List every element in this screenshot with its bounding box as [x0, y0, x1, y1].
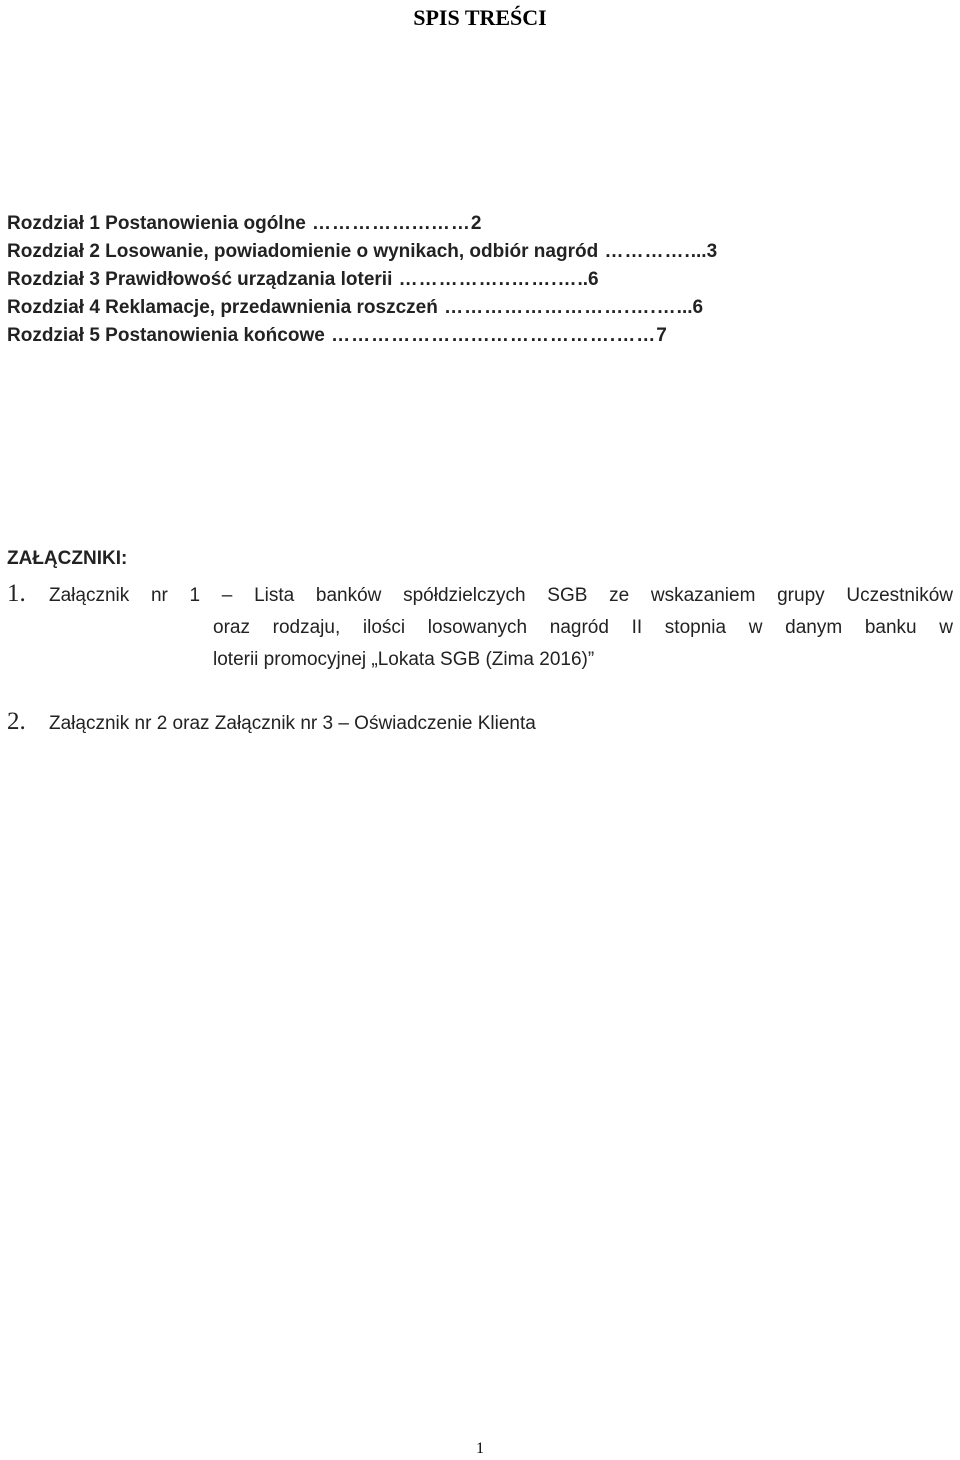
toc-page-number: 7: [656, 325, 667, 346]
toc-page-number: ..6: [577, 269, 599, 290]
attachment-continuation: [213, 612, 953, 676]
attachment-number: 2.: [7, 708, 26, 735]
toc-entry-text: Rozdział 2 Losowanie, powiadomienie o wynikach, odbiór nagród: [7, 241, 599, 262]
toc-entry-text: Rozdział 4 Reklamacje, przedawnienia roszczeń: [7, 297, 438, 318]
toc-dot-leader: ……………..…….…: [392, 269, 578, 290]
toc-page-number: ...6: [676, 297, 704, 318]
toc-dot-leader: ………….: [598, 241, 691, 262]
toc-page-number: 2: [470, 213, 482, 234]
toc-dot-leader: …………………...……………….……: [324, 325, 657, 346]
toc-dot-leader: ……………...……: [305, 213, 471, 234]
toc-entry-text: Rozdział 3 Prawidłowość urządzania loterii: [7, 269, 393, 290]
attachment-line-1: Załącznik nr 2 oraz Załącznik nr 3 – Oświadczenie Klienta: [49, 713, 536, 734]
toc-entry-text: Rozdział 1 Postanowienia ogólne: [7, 213, 306, 234]
toc-entry-text: Rozdział 5 Postanowienia końcowe: [7, 325, 325, 346]
attachment-line-3: loterii promocyjnej „Lokata SGB (Zima 2016)”: [213, 649, 595, 670]
table-of-contents: [7, 210, 953, 350]
toc-page-number: ...3: [690, 241, 718, 262]
page-title: SPIS TREŚCI: [413, 5, 547, 30]
toc-dot-leader: ……………………….….…: [437, 297, 677, 318]
toc-entry-chapter-2[interactable]: [7, 238, 953, 266]
attachment-line-2: oraz rodzaju, ilości losowanych nagród II stopnia w danym banku w: [213, 617, 953, 638]
toc-entry-chapter-3[interactable]: [7, 266, 953, 294]
toc-entry-chapter-5[interactable]: [7, 322, 953, 350]
attachment-number: 1.: [7, 580, 26, 607]
page-number: 1: [476, 1440, 484, 1457]
toc-entry-chapter-4[interactable]: [7, 294, 953, 322]
toc-entry-chapter-1[interactable]: [7, 210, 953, 238]
attachments-heading: ZAŁĄCZNIKI:: [7, 548, 128, 569]
attachment-line-1: Załącznik nr 1 – Lista banków spółdzielczych SGB ze wskazaniem grupy Uczestników: [49, 585, 953, 606]
